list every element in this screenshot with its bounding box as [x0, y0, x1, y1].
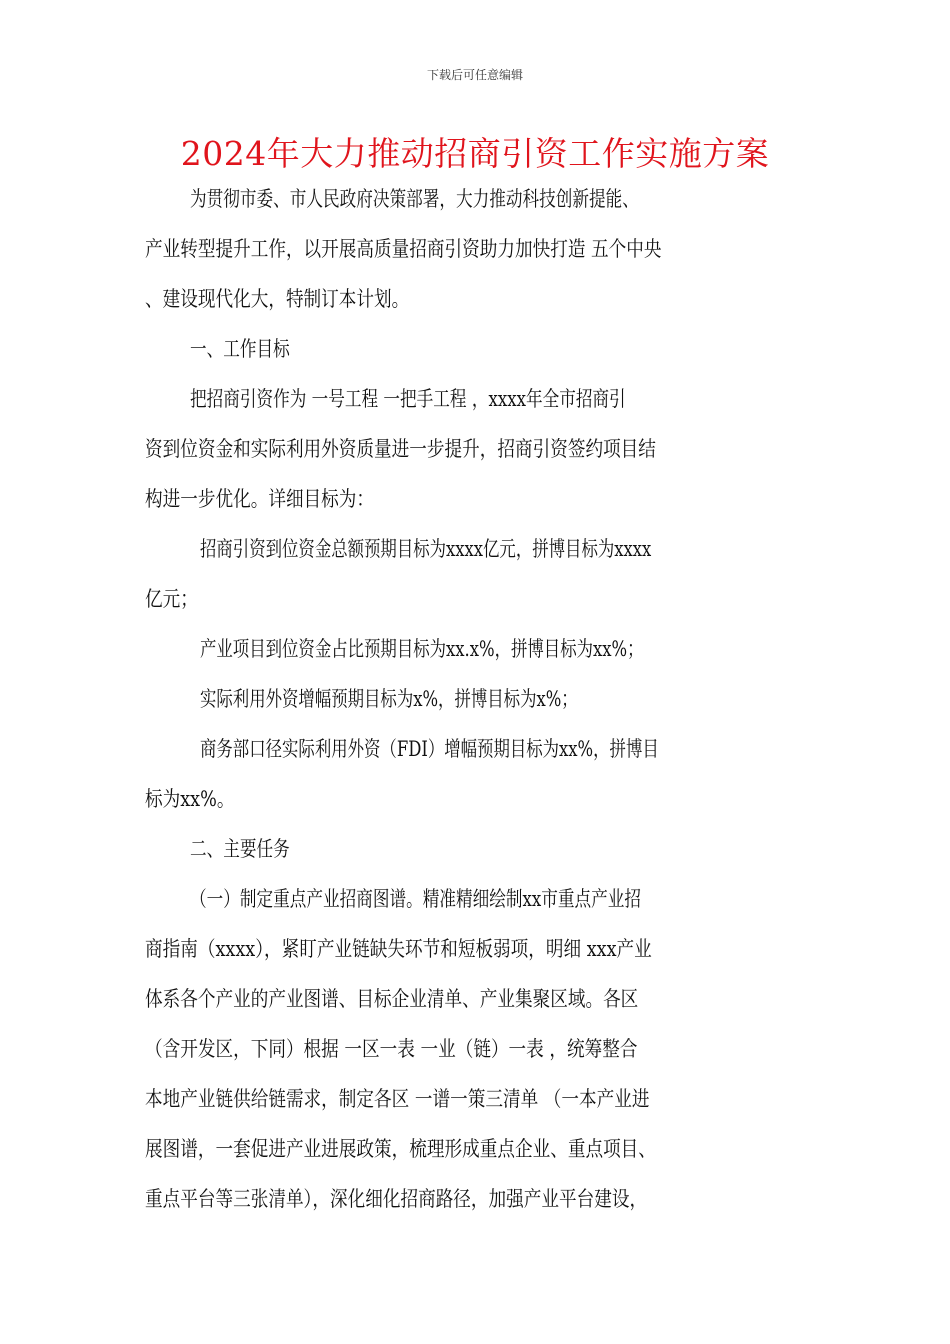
paragraph-line: （一）制定重点产业招商图谱。精准精细绘制xx市重点产业招 — [190, 887, 641, 911]
paragraph-line: 标为xx%。 — [145, 787, 235, 811]
paragraph-line: 体系各个产业的产业图谱、目标企业清单、产业集聚区域。各区 — [145, 987, 639, 1011]
paragraph-line: 商务部口径实际利用外资（FDI）增幅预期目标为xx%，拼博目 — [200, 737, 659, 761]
paragraph-line: 亿元； — [145, 587, 198, 611]
document-title: 2024年大力推动招商引资工作实施方案 — [180, 134, 770, 173]
paragraph-line: 资到位资金和实际利用外资质量进一步提升，招商引资签约项目结 — [145, 437, 656, 461]
paragraph-line: 商指南（xxxx），紧盯产业链缺失环节和短板弱项，明细 xxx产业 — [145, 937, 652, 961]
paragraph-line: 招商引资到位资金总额预期目标为xxxx亿元，拼博目标为xxxx — [200, 537, 652, 561]
paragraph-line: （含开发区，下同）根据 一区一表 一业（链）一表 ，统筹整合 — [145, 1037, 638, 1061]
paragraph-line: 实际利用外资增幅预期目标为x%，拼博目标为x%； — [200, 687, 578, 711]
section-heading: 二、主要任务 — [190, 837, 290, 861]
paragraph-line: 产业转型提升工作，以开展高质量招商引资助力加快打造 五个中央 — [145, 237, 662, 261]
paragraph-line: 为贯彻市委、市人民政府决策部署，大力推动科技创新提能、 — [190, 187, 639, 211]
paragraph-line: 把招商引资作为 一号工程 一把手工程 ，xxxx年全市招商引 — [190, 387, 626, 411]
paragraph-line: 展图谱，一套促进产业进展政策，梳理形成重点企业、重点项目、 — [145, 1137, 656, 1161]
paragraph-line: 构进一步优化。详细目标为： — [145, 487, 375, 511]
paragraph-line: 本地产业链供给链需求，制定各区 一谱一策三清单 （一本产业进 — [145, 1087, 650, 1111]
paragraph-line: 重点平台等三张清单），深化细化招商路径，加强产业平台建设， — [145, 1187, 648, 1211]
page-header: 下载后可任意编辑 — [426, 68, 523, 82]
paragraph-line: 产业项目到位资金占比预期目标为xx.x%，拼博目标为xx%； — [200, 637, 644, 661]
paragraph-line: 、建设现代化大，特制订本计划。 — [145, 287, 410, 311]
section-heading: 一、工作目标 — [190, 337, 290, 361]
